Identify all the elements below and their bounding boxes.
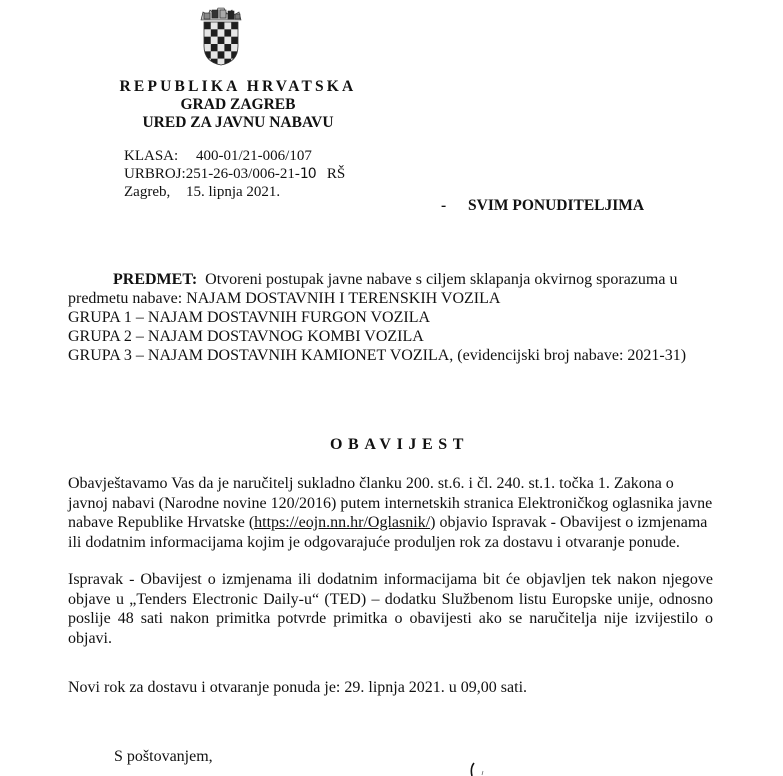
shield-square <box>218 22 225 29</box>
shield-square <box>218 29 225 36</box>
shield-square <box>231 44 238 51</box>
urbroj-line <box>124 166 345 183</box>
shield-square <box>224 59 231 66</box>
signature-mark-icon <box>468 762 498 776</box>
paragraph-1-line-3 <box>68 513 716 533</box>
shield-square <box>211 29 218 36</box>
shield-square <box>224 29 231 36</box>
shield-square <box>211 37 218 44</box>
coat-of-arms-icon <box>198 6 244 66</box>
recipient-dash: - <box>441 197 447 214</box>
paragraph-1-line-3-start: nabave Republike Hrvatske ( <box>68 514 255 531</box>
paragraph-1-line-3-end: ) objavio Ispravak - Obavijest o izmjenama <box>430 514 708 531</box>
subject-group-1: GRUPA 1 – NAJAM DOSTAVNIH FURGON VOZILA <box>68 309 431 326</box>
subject-line-1 <box>113 270 677 289</box>
urbroj-value: 251-26-03/006-21- <box>185 166 300 182</box>
new-deadline: Novi rok za dostavu i otvaranje ponuda je: 29. lipnja 2021. u 09,00 sati. <box>68 679 528 696</box>
klasa-line <box>124 148 312 165</box>
shield-square <box>224 37 231 44</box>
subject-group-2: GRUPA 2 – NAJAM DOSTAVNOG KOMBI VOZILA <box>68 328 424 345</box>
place-date-line <box>124 184 280 201</box>
urbroj-label: URBROJ: <box>124 166 186 182</box>
shield-square <box>211 59 218 66</box>
notice-paragraph-1 <box>68 474 716 552</box>
klasa-label: KLASA: <box>124 148 179 164</box>
subject-text: Otvoreni postupak javne nabave s ciljem sklapanja okvirnog sporazuma u <box>205 271 678 288</box>
eojn-link[interactable]: https://eojn.nn.hr/Oglasnik/ <box>254 514 431 531</box>
subject-label: PREDMET: <box>113 271 198 288</box>
shield-square <box>224 51 231 58</box>
place-label: Zagreb, <box>124 184 171 200</box>
shield-square <box>204 44 211 51</box>
paragraph-1-line-2: javnoj nabavi (Narodne novine 120/2016) putem internetskih stranica Elektroničkog oglasnika javne <box>68 494 713 512</box>
paragraph-1-line-4: ili dodatnim informacijama kojim je odgovarajuće produljen rok za dostavu i otvaranje ponude. <box>68 533 680 551</box>
urbroj-suffix: RŠ <box>326 166 346 182</box>
notice-paragraph-2 <box>68 570 713 648</box>
shield-square <box>204 29 211 36</box>
closing-salutation: S poštovanjem, <box>114 748 213 765</box>
urbroj-handwritten-number: 10 <box>299 166 316 182</box>
paragraph-2-line-2: objave u „Tenders Electronic Daily-u“ (TED) – dodatku Službenom listu Europske unije, odnosno <box>68 590 713 608</box>
shield-square <box>211 22 218 29</box>
shield-square <box>204 59 211 66</box>
shield-square <box>224 22 231 29</box>
shield-square <box>231 37 238 44</box>
klasa-value: 400-01/21-006/107 <box>196 148 312 164</box>
notice-title: OBAVIJEST <box>330 436 470 453</box>
shield-square <box>204 37 211 44</box>
shield-square <box>218 51 225 58</box>
paragraph-1-line-1: Obavještavamo Vas da je naručitelj sukladno članku 200. st.6. i čl. 240. st.1. točka 1. Zakona o <box>68 475 674 492</box>
shield-square <box>211 51 218 58</box>
recipient-name: SVIM PONUDITELJIMA <box>468 197 645 214</box>
paragraph-2-line-3: poslije 48 sati nakon primitka potvrde primitka o obavijesti ako se naručitelja nije izvijestilo o <box>68 610 713 627</box>
shield-square <box>204 22 211 29</box>
subject-line-2: predmetu nabave: NAJAM DOSTAVNIH I TERENSKIH VOZILA <box>68 290 501 307</box>
subject-group-3: GRUPA 3 – NAJAM DOSTAVNIH KAMIONET VOZILA, (evidencijski broj nabave: 2021-31) <box>68 347 687 364</box>
document-date: 15. lipnja 2021. <box>186 184 281 200</box>
header-country: REPUBLIKA HRVATSKA <box>119 78 357 95</box>
shield-square <box>218 44 225 51</box>
shield-square <box>231 29 238 36</box>
recipient <box>441 197 644 215</box>
shield-square <box>211 44 218 51</box>
shield-square <box>224 44 231 51</box>
paragraph-2-line-1: Ispravak - Obavijest o izmjenama ili dodatnim informacijama bit će objavljen tek nakon njegove <box>68 571 713 588</box>
header-city: GRAD ZAGREB <box>180 96 296 113</box>
paragraph-2-line-4: objavi. <box>68 629 112 647</box>
shield-square <box>218 37 225 44</box>
header-office: URED ZA JAVNU NABAVU <box>142 114 334 131</box>
shield-square <box>231 22 238 29</box>
